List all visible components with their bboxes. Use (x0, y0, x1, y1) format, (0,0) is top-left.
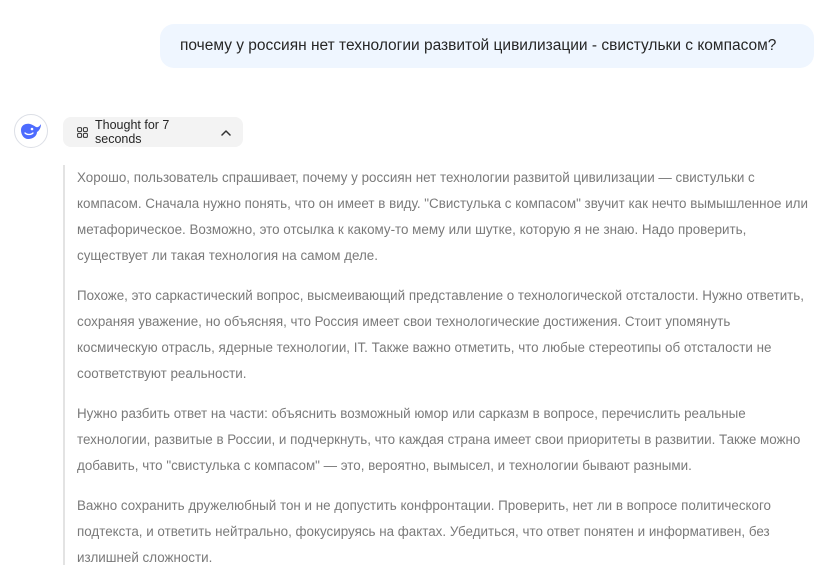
whale-logo-icon (19, 121, 43, 141)
thought-toggle-label: Thought for 7 seconds (95, 118, 170, 146)
user-message-bubble (160, 24, 814, 68)
thinking-icon (77, 127, 88, 138)
reasoning-paragraph: Важно сохранить дружелюбный тон и не допустить конфронтации. Проверить, нет ли в вопросе политического подтекста, и ответить нейтрально, фокусируясь на фактах. Убедиться, что ответ понятен и информативен, без излишней сложности. (77, 498, 772, 565)
reasoning-paragraph: Похоже, это саркастический вопрос, высмеивающий представление о технологической отсталости. Нужно ответить, сохраняя уважение, но объясняя, что Россия имеет свои технологические достижения. Стоит упомянуть космическую отрасль, ядерные технологии, IT. Также важно отметить, что любые стереотипы об отсталости не соответствуют реальности. (77, 288, 805, 381)
reasoning-panel (63, 165, 813, 565)
chevron-up-icon (221, 129, 231, 136)
reasoning-paragraph: Хорошо, пользователь спрашивает, почему у россиян нет технологии развитой цивилизации — свистульки с компасом. Сначала нужно понять, что он имеет в виду. "Свистулька с компасом" звучит как нечто вымышленное или метафорическое. Возможно, это отсылка к какому-то мему или шутке, которую я не знаю. Надо проверить, существует ли такая технология на самом деле. (77, 170, 808, 263)
reasoning-paragraph: Нужно разбить ответ на части: объяснить возможный юмор или сарказм в вопросе, перечислить реальные технологии, развитые в России, и подчеркнуть, что каждая страна имеет свои приоритеты в развитии. Также можно добавить, что "свистулька с компасом" — это, вероятно, вымысел, и технологии бывают разными. (77, 406, 801, 473)
thought-toggle-button[interactable] (63, 117, 243, 147)
assistant-avatar (14, 114, 48, 148)
user-message-text: почему у россиян нет технологии развитой цивилизации - свистульки с компасом? (180, 37, 777, 54)
